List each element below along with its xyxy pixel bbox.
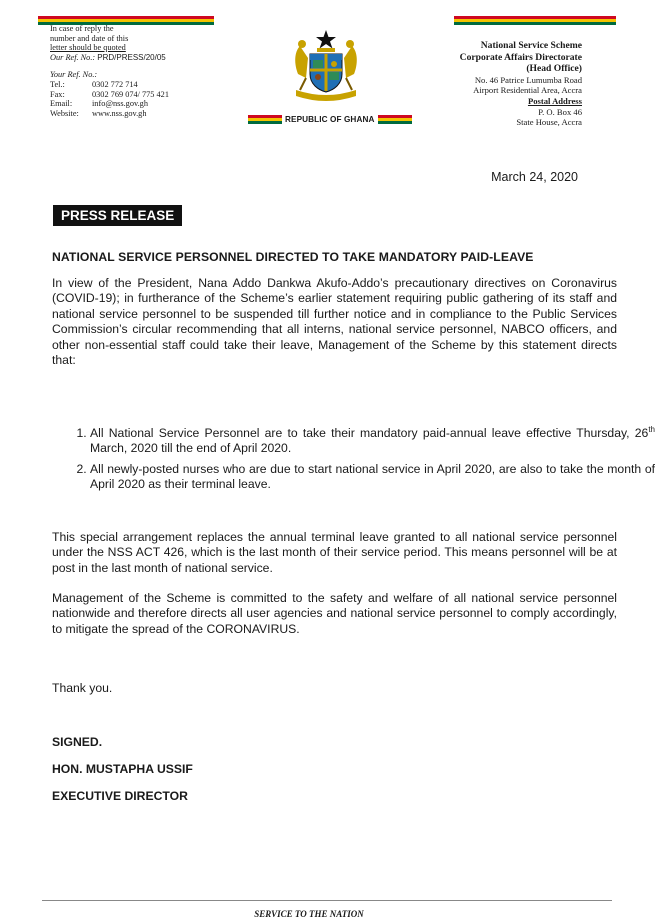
republic-label: REPUBLIC OF GHANA xyxy=(285,114,375,124)
headline: NATIONAL SERVICE PERSONNEL DIRECTED TO TAKE MANDATORY PAID-LEAVE xyxy=(52,250,534,264)
footer-divider xyxy=(42,900,612,901)
republic-label-bar xyxy=(248,113,416,125)
release-date: March 24, 2020 xyxy=(491,170,578,184)
list-item: 1. All National Service Personnel are to take their mandatory paid-annual leave effective Thursday, 26th March, 2020 till the end of April 2020. xyxy=(90,422,655,457)
contact-row: Fax: 0302 769 074/ 775 421 xyxy=(50,89,169,99)
address-block: National Service Scheme Corporate Affairs Directorate (Head Office) No. 46 Patrice Lumumba Road Airport Residential Area, Accra Postal Address P. O. Box 46 State House, Accra xyxy=(459,40,582,128)
reference-block xyxy=(50,24,169,118)
intro-paragraph: In view of the President, Nana Addo Dankwa Akufo-Addo’s precautionary directives on Coronavirus (COVID-19); in furtherance of the Scheme’s earlier statement requiring public gathering of its staff and national service personnel to be suspended till further notice and in compliance to the Public Services Commission’s circular recommending that all interns, national service personnel, NABCO officers, and other non-essential staff could take their leave, Management of the Scheme by this statement directs that: xyxy=(52,276,617,368)
arrangement-paragraph: This special arrangement replaces the annual terminal leave granted to all national service personnel under the NSS ACT 426, which is the last month of their service period. This means personnel will be at post in the last month of national service. xyxy=(52,530,617,575)
contact-row: Email: info@nss.gov.gh xyxy=(50,99,148,109)
coat-of-arms-icon xyxy=(286,28,366,106)
signed-label: SIGNED. xyxy=(52,735,103,749)
closing-text: Thank you. xyxy=(52,681,113,695)
our-ref: Our Ref. No.: PRD/PRESS/20/05 xyxy=(50,52,166,62)
signatory-title: EXECUTIVE DIRECTOR xyxy=(52,789,188,803)
flag-stripe-right xyxy=(378,115,412,124)
directive-list xyxy=(52,422,655,498)
contact-row: Tel.: 0302 772 714 xyxy=(50,79,138,89)
press-release-badge: PRESS RELEASE xyxy=(53,205,182,226)
signatory-name: HON. MUSTAPHA USSIF xyxy=(52,762,193,776)
footer-motto: SERVICE TO THE NATION xyxy=(254,909,364,919)
reply-note: In case of reply the number and date of this letter should be quoted xyxy=(50,24,129,53)
flag-stripe-left xyxy=(248,115,282,124)
your-ref: Your Ref. No.: xyxy=(50,70,98,80)
contact-row: Website: www.nss.gov.gh xyxy=(50,108,147,118)
flag-bar-right xyxy=(454,16,616,25)
list-item: 2. All newly-posted nurses who are due to start national service in April 2020, are also to take the month of April 2020 as their terminal leave. xyxy=(90,462,655,493)
commitment-paragraph: Management of the Scheme is committed to the safety and welfare of all national service personnel nationwide and therefore directs all user agencies and national service personnel to comply accordingly, to mitigate the spread of the CORONAVIRUS. xyxy=(52,591,617,636)
contact-table xyxy=(50,80,169,118)
